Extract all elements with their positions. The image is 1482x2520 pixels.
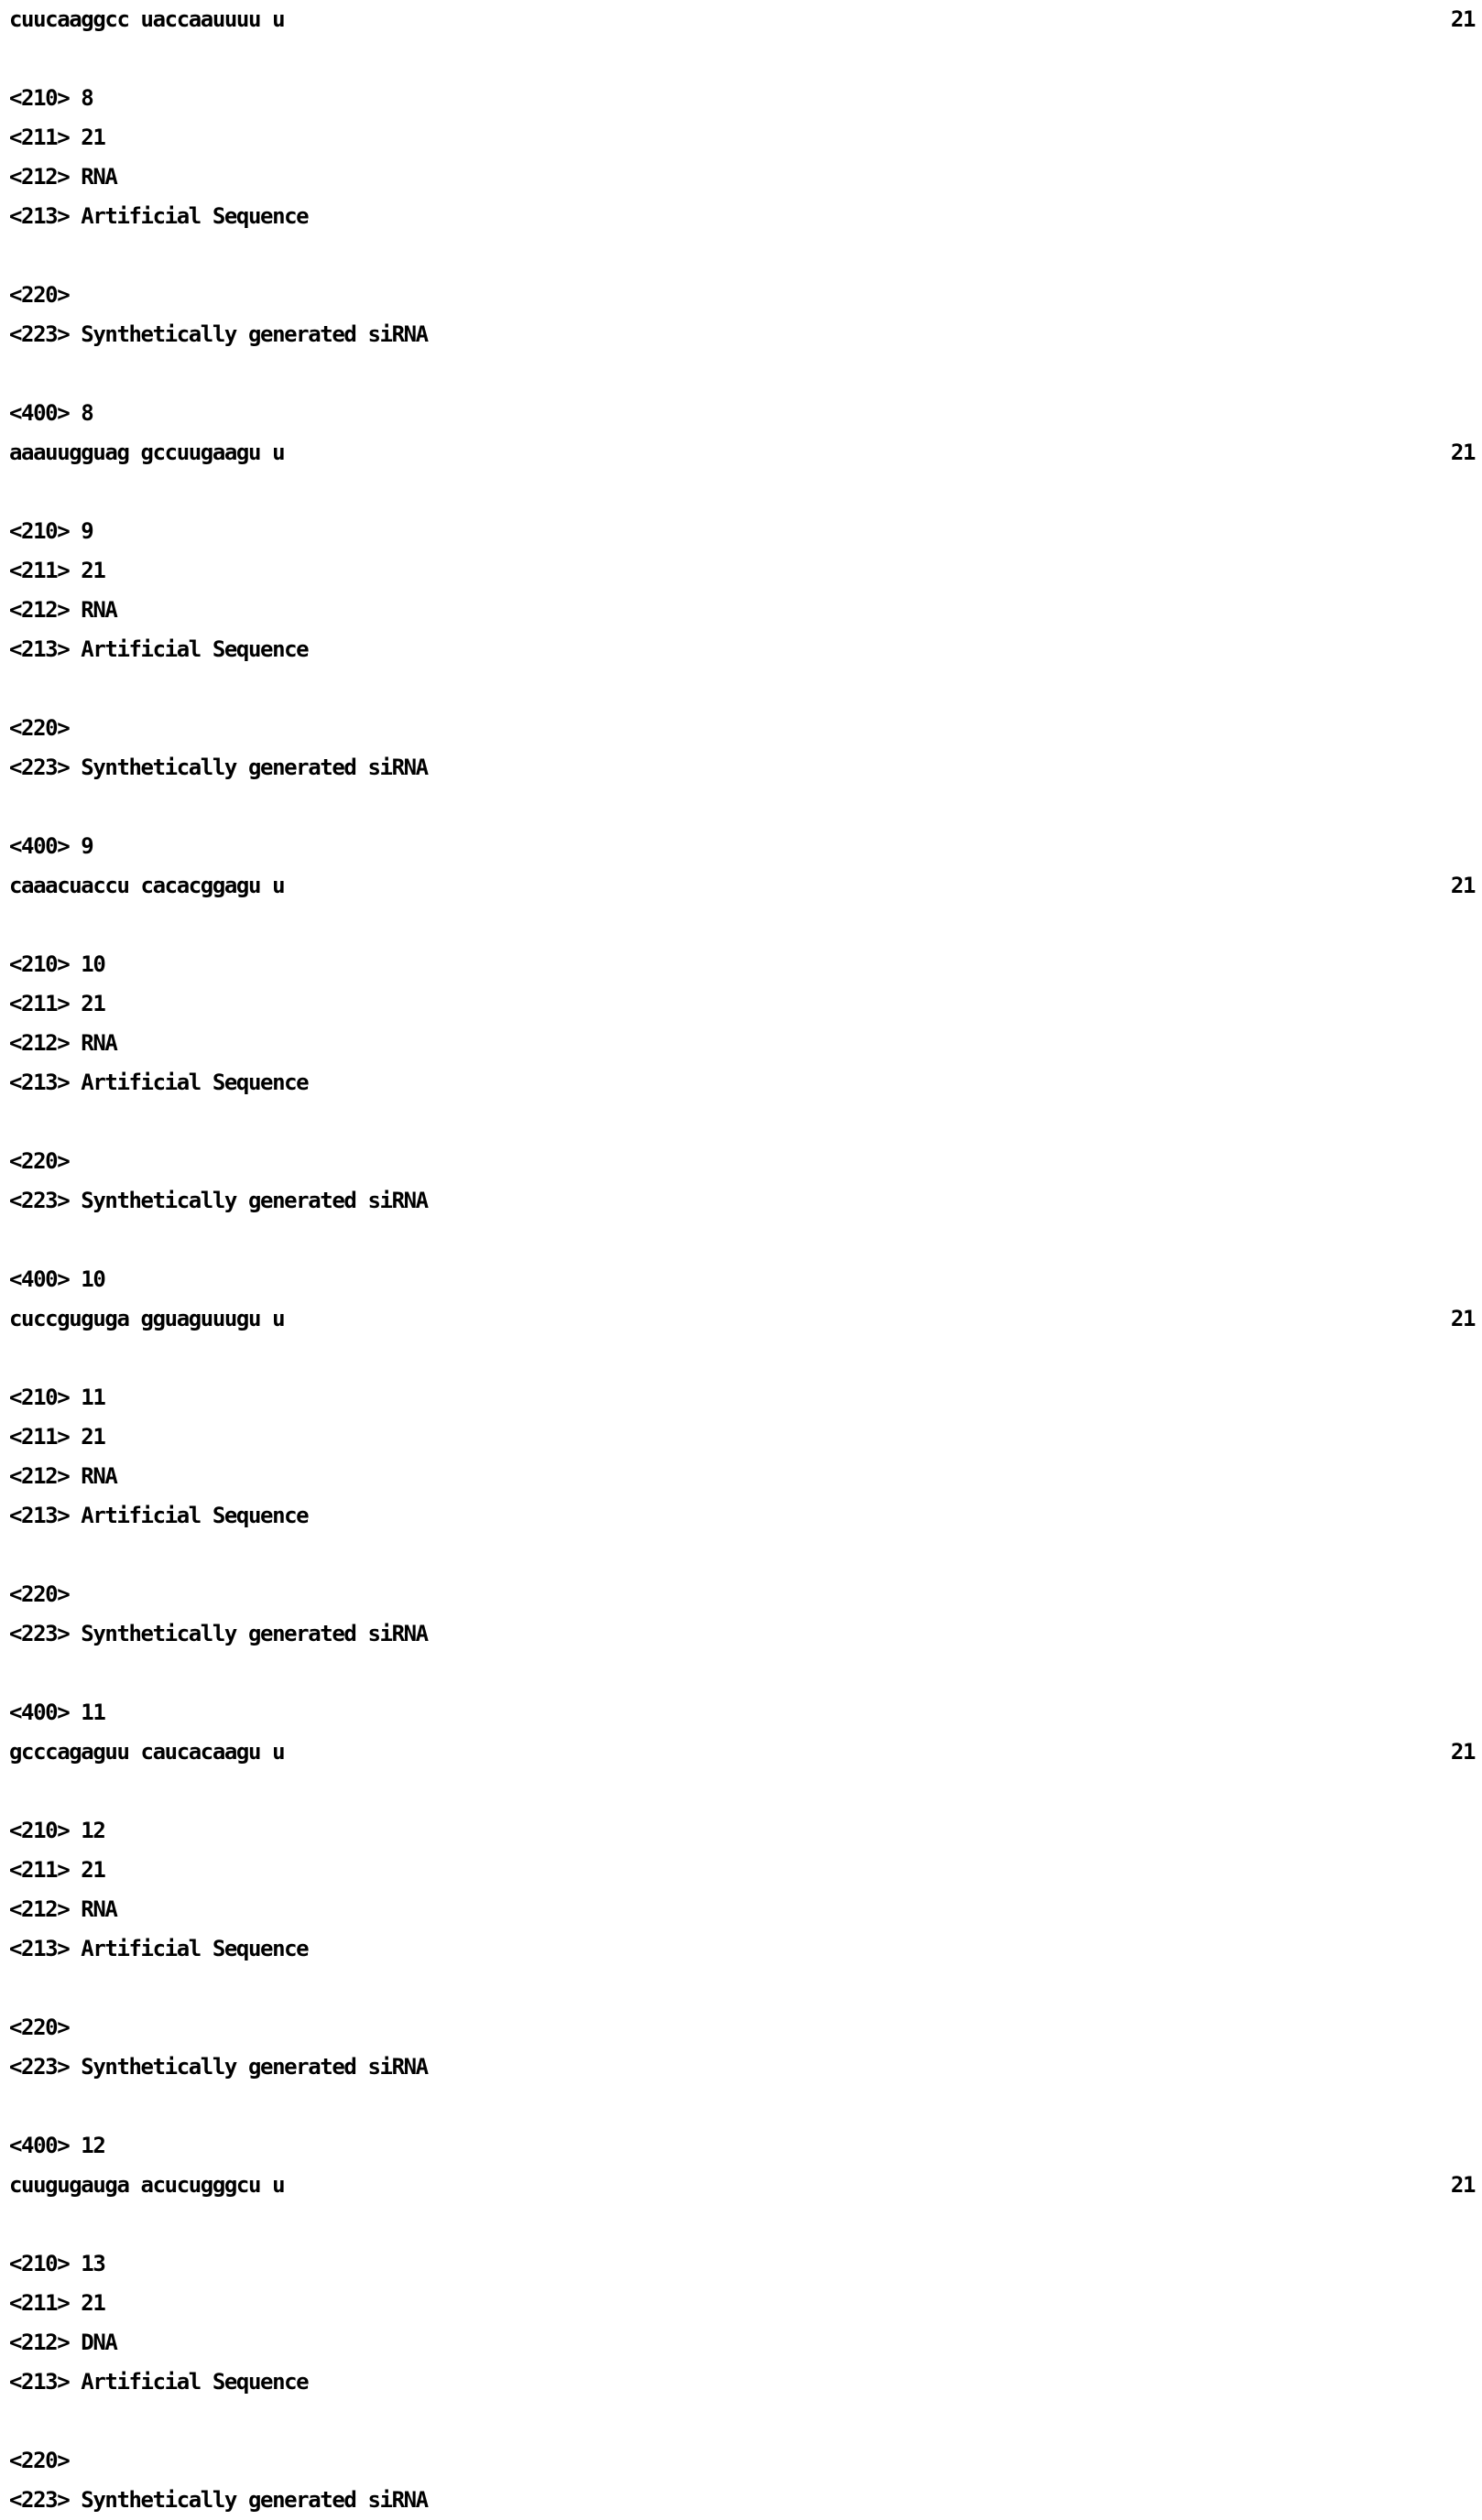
numeric-identifier-line — [0, 984, 1482, 1024]
identifier-text: <220> — [9, 1581, 70, 1607]
numeric-identifier-line — [0, 197, 1482, 236]
numeric-identifier-line — [0, 1142, 1482, 1181]
identifier-text: <211> 21 — [9, 125, 105, 150]
numeric-identifier-line — [0, 945, 1482, 984]
identifier-text: <400> 11 — [9, 1700, 105, 1725]
blank-line — [0, 1536, 1482, 1575]
numeric-identifier-line — [0, 394, 1482, 433]
numeric-identifier-line — [0, 276, 1482, 315]
identifier-text: <212> DNA — [9, 2330, 117, 2355]
blank-line — [0, 1772, 1482, 1811]
numeric-identifier-line — [0, 551, 1482, 591]
numeric-identifier-line — [0, 1614, 1482, 1654]
sequence-length-number: 21 — [1450, 440, 1475, 465]
sequence-line — [0, 1299, 1482, 1339]
identifier-text: <210> 10 — [9, 951, 105, 977]
identifier-text: <213> Artificial Sequence — [9, 1936, 309, 1961]
blank-line — [0, 1654, 1482, 1693]
sequence-length-number: 21 — [1450, 1739, 1475, 1765]
numeric-identifier-line — [0, 1378, 1482, 1418]
numeric-identifier-line — [0, 79, 1482, 118]
numeric-identifier-line — [0, 512, 1482, 551]
blank-line — [0, 1339, 1482, 1378]
identifier-text: <220> — [9, 2015, 70, 2040]
identifier-text: <211> 21 — [9, 1857, 105, 1883]
identifier-text: <213> Artificial Sequence — [9, 1070, 309, 1095]
numeric-identifier-line — [0, 315, 1482, 354]
sequence-length-number: 21 — [1450, 1306, 1475, 1331]
sequence-length-number: 21 — [1450, 6, 1475, 32]
numeric-identifier-line — [0, 2126, 1482, 2166]
numeric-identifier-line — [0, 2244, 1482, 2284]
identifier-text: <210> 13 — [9, 2251, 105, 2276]
numeric-identifier-line — [0, 1260, 1482, 1299]
blank-line — [0, 354, 1482, 394]
sequence-length-number: 21 — [1450, 2172, 1475, 2198]
identifier-text: <400> 8 — [9, 400, 93, 426]
identifier-text: <211> 21 — [9, 1424, 105, 1450]
sequence-text: caaacuaccu cacacggagu u — [9, 873, 285, 898]
sequence-line — [0, 0, 1482, 39]
identifier-text: <213> Artificial Sequence — [9, 2369, 309, 2395]
blank-line — [0, 1221, 1482, 1260]
identifier-text: <223> Synthetically generated siRNA — [9, 1188, 428, 1213]
numeric-identifier-line — [0, 2284, 1482, 2323]
blank-line — [0, 236, 1482, 276]
identifier-text: <211> 21 — [9, 558, 105, 583]
identifier-text: <212> RNA — [9, 1463, 117, 1489]
identifier-text: <210> 8 — [9, 85, 93, 111]
identifier-text: <223> Synthetically generated siRNA — [9, 2487, 428, 2513]
numeric-identifier-line — [0, 1575, 1482, 1614]
numeric-identifier-line — [0, 709, 1482, 748]
numeric-identifier-line — [0, 1851, 1482, 1890]
identifier-text: <212> RNA — [9, 597, 117, 623]
numeric-identifier-line — [0, 2048, 1482, 2087]
identifier-text: <213> Artificial Sequence — [9, 636, 309, 662]
numeric-identifier-line — [0, 158, 1482, 197]
identifier-text: <400> 10 — [9, 1266, 105, 1292]
identifier-text: <223> Synthetically generated siRNA — [9, 2054, 428, 2080]
sequence-text: cuugugauga acucugggcu u — [9, 2172, 285, 2198]
blank-line — [0, 39, 1482, 79]
identifier-text: <400> 12 — [9, 2133, 105, 2158]
identifier-text: <223> Synthetically generated siRNA — [9, 755, 428, 780]
numeric-identifier-line — [0, 1181, 1482, 1221]
sequence-line — [0, 1732, 1482, 1772]
sequence-text: cuucaaggcc uaccaauuuu u — [9, 6, 285, 32]
identifier-text: <210> 11 — [9, 1385, 105, 1410]
numeric-identifier-line — [0, 748, 1482, 788]
identifier-text: <211> 21 — [9, 2290, 105, 2316]
blank-line — [0, 1102, 1482, 1142]
numeric-identifier-line — [0, 2008, 1482, 2048]
identifier-text: <210> 9 — [9, 518, 93, 544]
identifier-text: <220> — [9, 2448, 70, 2473]
identifier-text: <220> — [9, 1148, 70, 1174]
blank-line — [0, 1969, 1482, 2008]
identifier-text: <220> — [9, 715, 70, 741]
identifier-text: <211> 21 — [9, 991, 105, 1016]
numeric-identifier-line — [0, 118, 1482, 158]
identifier-text: <220> — [9, 282, 70, 308]
numeric-identifier-line — [0, 1693, 1482, 1732]
blank-line — [0, 906, 1482, 945]
numeric-identifier-line — [0, 1457, 1482, 1496]
numeric-identifier-line — [0, 1496, 1482, 1536]
numeric-identifier-line — [0, 2441, 1482, 2481]
identifier-text: <212> RNA — [9, 1896, 117, 1922]
blank-line — [0, 2402, 1482, 2441]
identifier-text: <212> RNA — [9, 164, 117, 190]
sequence-text: cuccguguga gguaguuugu u — [9, 1306, 285, 1331]
numeric-identifier-line — [0, 1890, 1482, 1929]
numeric-identifier-line — [0, 591, 1482, 630]
blank-line — [0, 788, 1482, 827]
identifier-text: <210> 12 — [9, 1818, 105, 1843]
sequence-line — [0, 433, 1482, 472]
numeric-identifier-line — [0, 1418, 1482, 1457]
identifier-text: <213> Artificial Sequence — [9, 203, 309, 229]
sequence-line — [0, 866, 1482, 906]
numeric-identifier-line — [0, 1063, 1482, 1102]
numeric-identifier-line — [0, 827, 1482, 866]
numeric-identifier-line — [0, 1929, 1482, 1969]
blank-line — [0, 669, 1482, 709]
sequence-length-number: 21 — [1450, 873, 1475, 898]
identifier-text: <223> Synthetically generated siRNA — [9, 321, 428, 347]
numeric-identifier-line — [0, 630, 1482, 669]
sequence-text: gcccagaguu caucacaagu u — [9, 1739, 285, 1765]
numeric-identifier-line — [0, 2323, 1482, 2362]
identifier-text: <223> Synthetically generated siRNA — [9, 1621, 428, 1646]
blank-line — [0, 472, 1482, 512]
sequence-line — [0, 2166, 1482, 2205]
blank-line — [0, 2087, 1482, 2126]
numeric-identifier-line — [0, 2362, 1482, 2402]
identifier-text: <213> Artificial Sequence — [9, 1503, 309, 1528]
numeric-identifier-line — [0, 2481, 1482, 2520]
blank-line — [0, 2205, 1482, 2244]
numeric-identifier-line — [0, 1024, 1482, 1063]
numeric-identifier-line — [0, 1811, 1482, 1851]
identifier-text: <400> 9 — [9, 833, 93, 859]
identifier-text: <212> RNA — [9, 1030, 117, 1056]
sequence-text: aaauugguag gccuugaagu u — [9, 440, 285, 465]
